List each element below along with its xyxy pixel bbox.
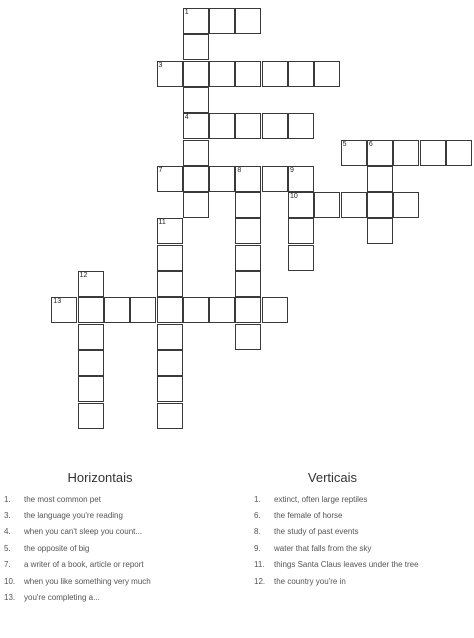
grid-cell[interactable] xyxy=(183,8,209,34)
clue-number: 4. xyxy=(4,527,11,537)
grid-cell[interactable] xyxy=(367,218,393,244)
clue-text: a writer of a book, article or report xyxy=(24,560,144,570)
clue-text: when you like something very much xyxy=(24,576,151,586)
clue-number-label: 11 xyxy=(158,219,166,227)
clue-item xyxy=(250,491,470,507)
vertical-clue-list xyxy=(250,491,470,589)
grid-cell[interactable] xyxy=(288,192,314,218)
horizontal-clue-list xyxy=(0,491,200,606)
grid-cell[interactable] xyxy=(78,376,104,402)
grid-cell[interactable] xyxy=(367,192,393,218)
grid-cell[interactable] xyxy=(393,192,419,218)
clue-text: the country you're in xyxy=(274,576,346,586)
grid-cell[interactable] xyxy=(288,113,314,139)
grid-cell[interactable] xyxy=(157,350,183,376)
grid-cell[interactable] xyxy=(262,166,288,192)
clue-item xyxy=(0,491,200,507)
grid-cell[interactable] xyxy=(262,113,288,139)
clue-text: the female of horse xyxy=(274,511,343,521)
clue-item xyxy=(250,540,470,556)
grid-cell[interactable] xyxy=(420,140,446,166)
grid-cell[interactable] xyxy=(157,245,183,271)
grid-cell[interactable] xyxy=(209,297,235,323)
clue-number: 13. xyxy=(4,593,16,603)
horizontal-clues-title: Horizontais xyxy=(67,470,133,485)
clue-number: 5. xyxy=(4,543,11,553)
clue-item xyxy=(0,507,200,523)
grid-cell[interactable] xyxy=(209,61,235,87)
grid-cell[interactable] xyxy=(157,271,183,297)
grid-cell[interactable] xyxy=(157,166,183,192)
clue-number: 3. xyxy=(4,511,11,521)
grid-cell[interactable] xyxy=(288,61,314,87)
grid-cell[interactable] xyxy=(235,192,261,218)
grid-cell[interactable] xyxy=(51,297,77,323)
clue-number: 10. xyxy=(4,576,16,586)
clue-text: water that falls from the sky xyxy=(274,543,372,553)
grid-cell[interactable] xyxy=(314,192,340,218)
grid-cell[interactable] xyxy=(314,61,340,87)
grid-cell[interactable] xyxy=(235,8,261,34)
grid-cell[interactable] xyxy=(157,403,183,429)
clue-number: 12. xyxy=(254,576,266,586)
clue-number-label: 6 xyxy=(368,140,373,148)
grid-cell[interactable] xyxy=(157,218,183,244)
clue-text: the study of past events xyxy=(274,527,359,537)
horizontal-clues xyxy=(0,470,200,606)
grid-cell[interactable] xyxy=(367,140,393,166)
grid-cell[interactable] xyxy=(288,218,314,244)
clue-text: things Santa Claus leaves under the tree xyxy=(274,560,419,570)
clue-text: the opposite of big xyxy=(24,543,90,553)
grid-cell[interactable] xyxy=(157,297,183,323)
clue-number-label: 13 xyxy=(53,298,62,306)
clue-item xyxy=(250,573,470,589)
grid-cell[interactable] xyxy=(157,324,183,350)
grid-cell[interactable] xyxy=(78,350,104,376)
clue-item xyxy=(0,589,200,605)
grid-cell[interactable] xyxy=(235,61,261,87)
clue-number-label: 4 xyxy=(184,114,189,122)
clue-item xyxy=(0,524,200,540)
clue-item xyxy=(250,507,470,523)
clue-text: the most common pet xyxy=(24,494,101,504)
grid-cell[interactable] xyxy=(235,218,261,244)
clue-number: 11. xyxy=(254,560,265,570)
grid-cell[interactable] xyxy=(183,34,209,60)
clue-number-label: 7 xyxy=(158,166,163,174)
clue-number: 8. xyxy=(254,527,261,537)
vertical-clues xyxy=(250,470,470,589)
grid-cell[interactable] xyxy=(367,166,393,192)
grid-cell[interactable] xyxy=(262,61,288,87)
grid-cell[interactable] xyxy=(209,113,235,139)
grid-cell[interactable] xyxy=(235,245,261,271)
grid-cell[interactable] xyxy=(183,140,209,166)
clue-number: 7. xyxy=(4,560,11,570)
clue-number: 1. xyxy=(254,494,261,504)
grid-cell[interactable] xyxy=(262,297,288,323)
grid-cell[interactable] xyxy=(235,324,261,350)
grid-cell[interactable] xyxy=(183,166,209,192)
clue-item xyxy=(250,557,470,573)
grid-cell[interactable] xyxy=(183,113,209,139)
grid-cell[interactable] xyxy=(183,297,209,323)
grid-cell[interactable] xyxy=(235,271,261,297)
clue-item xyxy=(0,557,200,573)
grid-cell[interactable] xyxy=(393,140,419,166)
grid-cell[interactable] xyxy=(130,297,156,323)
grid-cell[interactable] xyxy=(183,87,209,113)
clue-text: the language you're reading xyxy=(24,511,123,521)
clue-item xyxy=(0,540,200,556)
grid-cell[interactable] xyxy=(78,297,104,323)
clue-number-label: 10 xyxy=(290,193,298,201)
clue-item xyxy=(0,573,200,589)
vertical-clues-title: Verticais xyxy=(307,470,358,485)
clue-number-label: 5 xyxy=(342,140,347,148)
grid-cell[interactable] xyxy=(235,166,261,192)
grid-cell[interactable] xyxy=(157,61,183,87)
grid-cell[interactable] xyxy=(235,113,261,139)
clue-number: 6. xyxy=(254,511,261,521)
clue-number-label: 8 xyxy=(237,166,242,174)
clue-number-label: 1 xyxy=(184,9,189,16)
grid-cell[interactable] xyxy=(78,271,104,297)
grid-cell[interactable] xyxy=(235,297,261,323)
grid-cell[interactable] xyxy=(341,192,367,218)
clue-number-label: 3 xyxy=(158,61,163,69)
clue-number: 1. xyxy=(4,494,11,504)
grid-cell[interactable] xyxy=(157,376,183,402)
grid-cell[interactable] xyxy=(104,297,130,323)
grid-cell[interactable] xyxy=(288,166,314,192)
clue-number-label: 9 xyxy=(290,166,294,174)
clue-item xyxy=(250,524,470,540)
grid-cell[interactable] xyxy=(446,140,472,166)
grid-cell[interactable] xyxy=(78,324,104,350)
grid-cell[interactable] xyxy=(78,403,104,429)
grid-cell[interactable] xyxy=(209,8,235,34)
grid-cell[interactable] xyxy=(341,140,367,166)
clue-number: 9. xyxy=(254,543,261,553)
grid-cell[interactable] xyxy=(209,166,235,192)
clue-text: you're completing a... xyxy=(24,593,100,603)
clue-number-label: 12 xyxy=(79,272,88,279)
clue-text: when you can't sleep you count... xyxy=(24,527,143,537)
grid-cell[interactable] xyxy=(183,61,209,87)
grid-cell[interactable] xyxy=(183,192,209,218)
clue-text: extinct, often large reptiles xyxy=(274,494,368,504)
grid-cell[interactable] xyxy=(288,245,314,271)
